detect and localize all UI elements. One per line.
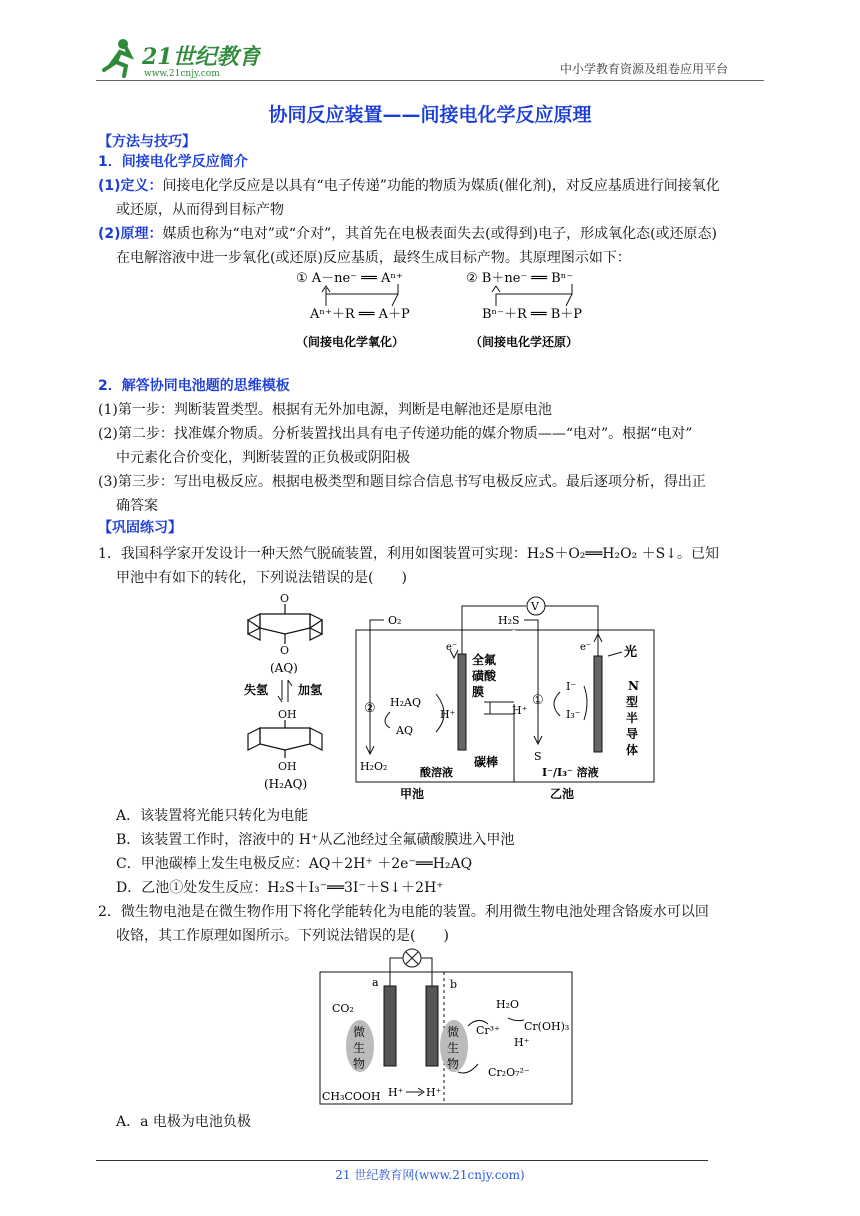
acid-solution-label: 酸溶液 — [420, 766, 453, 779]
gain-hydrogen-label: 加氢 — [298, 683, 323, 697]
svg-text:②: ② — [364, 701, 376, 716]
aq-molecule — [248, 594, 322, 657]
h2o-label: H₂O — [496, 998, 520, 1011]
question-1-option-a: A．该装置将光能只转化为电能 — [116, 808, 309, 824]
svg-text:OH: OH — [278, 708, 297, 721]
logo-text: 21世纪教育 — [142, 44, 261, 70]
question-1-line-1: 1．我国科学家开发设计一种天然气脱硫装置，利用如图装置可实现：H₂S＋O₂══H₂O₂ ＋S↓。已知 — [98, 546, 719, 562]
h2s-label: H₂S — [498, 614, 520, 627]
co2-label: CO₂ — [332, 1002, 354, 1015]
n-type-semiconductor — [594, 656, 602, 752]
svg-text:b: b — [450, 978, 458, 991]
cr2o7-label: Cr₂O₇²⁻ — [488, 1066, 530, 1079]
carbon-rod — [458, 654, 466, 750]
oxidation-bottom-equation: Aⁿ⁺＋R ══ A＋P — [310, 307, 410, 322]
oxidation-caption: （间接电化学氧化） — [296, 335, 405, 349]
carbon-rod-label: 碳棒 — [474, 755, 499, 769]
oxidation-top-equation: ① A－ne⁻ ══ Aⁿ⁺ — [296, 271, 403, 286]
svg-text:生: 生 — [447, 1041, 460, 1055]
question-1-option-c: C．甲池碳棒上发生电极反应：AQ＋2H⁺ ＋2e⁻══H₂AQ — [116, 856, 473, 872]
question-2-line-1: 2．微生物电池是在微生物作用下将化学能转化为电能的装置。利用微生物电池处理含铬废水可以回 — [98, 904, 709, 920]
runner-icon — [104, 39, 130, 76]
question-1-option-d: D．乙池①处发生反应：H₂S＋I₃⁻══3I⁻＋S↓＋2H⁺ — [116, 880, 444, 896]
svg-text:①: ① — [532, 693, 544, 708]
svg-text:物: 物 — [447, 1057, 460, 1071]
question-1-option-b: B．该装置工作时，溶液中的 H⁺从乙池经过全氟磺酸膜进入甲池 — [116, 832, 515, 848]
svg-text:H⁺: H⁺ — [514, 1036, 530, 1049]
svg-text:磺酸: 磺酸 — [472, 669, 497, 683]
electrode-a — [384, 986, 396, 1066]
h2o2-label: H₂O₂ — [360, 760, 388, 773]
figure-1-device — [240, 594, 660, 804]
footer-text: 21 世纪教育网(www.21cnjy.com) — [335, 1168, 525, 1182]
step-3-line-2: 确答案 — [116, 498, 158, 514]
iodide-solution-label: I⁻/I₃⁻ 溶液 — [542, 766, 599, 779]
principle-line-1 — [98, 222, 717, 246]
pool-yi-label: 乙池 — [550, 787, 575, 801]
reduction-caption: （间接电化学还原） — [470, 335, 579, 349]
header-divider — [96, 80, 764, 81]
principle-line-2: 在电解溶液中进一步氧化(或还原)反应基质，最终生成目标产物。其原理图示如下： — [116, 250, 631, 266]
svg-text:半: 半 — [626, 711, 639, 725]
question-1-line-2: 甲池中有如下的转化，下列说法错误的是( ) — [116, 570, 407, 586]
svg-text:H⁺: H⁺ — [388, 1086, 404, 1099]
section-2-title: 2．解答协同电池题的思维模板 — [98, 378, 290, 394]
svg-text:V: V — [531, 600, 539, 613]
svg-text:I₃⁻: I₃⁻ — [566, 708, 581, 721]
electrode-b — [426, 986, 438, 1066]
aq-label: (AQ) — [270, 661, 298, 675]
question-2-line-2: 收铬，其工作原理如图所示。下列说法错误的是( ) — [116, 928, 449, 944]
svg-text:生: 生 — [353, 1041, 366, 1055]
definition-label: (1)定义： — [98, 178, 163, 194]
definition-text: 间接电化学反应是以具有“电子传递”功能的物质为媒质(催化剂)，对反应基质进行间接氧化 — [162, 178, 720, 194]
pool-jia-label: 甲池 — [400, 787, 425, 801]
reduction-bottom-equation: Bⁿ⁻＋R ══ B＋P — [482, 307, 583, 322]
svg-text:a: a — [372, 976, 379, 989]
header-platform-text: 中小学教育资源及组卷应用平台 — [560, 62, 729, 76]
principle-label: (2)原理： — [98, 226, 163, 242]
svg-text:e⁻: e⁻ — [580, 642, 592, 653]
definition-line-1 — [98, 174, 720, 198]
svg-text:H⁺: H⁺ — [440, 708, 456, 721]
svg-text:型: 型 — [626, 695, 639, 709]
o2-label: O₂ — [388, 614, 402, 627]
svg-text:AQ: AQ — [396, 724, 413, 737]
ch3cooh-label: CH₃COOH — [322, 1090, 381, 1103]
figure-2-microbial-cell — [318, 946, 578, 1108]
svg-text:O: O — [280, 594, 290, 605]
definition-line-2: 或还原，从而得到目标产物 — [116, 202, 284, 218]
svg-text:e⁻: e⁻ — [446, 642, 458, 653]
croh3-label: Cr(OH)₃ — [524, 1020, 570, 1033]
svg-text:物: 物 — [353, 1057, 366, 1071]
svg-text:H⁺: H⁺ — [512, 704, 528, 717]
lose-hydrogen-label: 失氢 — [244, 683, 269, 697]
step-2-line-2: 中元素化合价变化，判断装置的正负极或阴阳极 — [116, 450, 410, 466]
svg-text:H⁺: H⁺ — [426, 1086, 442, 1099]
svg-text:OH: OH — [278, 760, 297, 773]
h2aq-molecule — [248, 708, 322, 773]
h2aq-label: (H₂AQ) — [264, 777, 308, 791]
mechanism-scheme — [290, 266, 610, 356]
logo-url: www.21cnjy.com — [144, 69, 220, 79]
footer-divider — [96, 1160, 708, 1161]
question-2-option-a: A．a 电极为电池负极 — [116, 1114, 251, 1130]
page-title: 协同反应装置——间接电化学反应原理 — [268, 104, 592, 126]
step-1: (1)第一步：判断装置类型。根据有无外加电源，判断是电解池还是原电池 — [98, 402, 552, 418]
svg-text:全氟: 全氟 — [472, 653, 497, 667]
principle-text: 媒质也称为“电对”或“介对”，其首先在电极表面失去(或得到)电子，形成氧化态(或还原态) — [162, 226, 718, 242]
site-logo — [96, 36, 261, 80]
step-2-line-1: (2)第二步：找准媒介物质。分析装置找出具有电子传递功能的媒介物质——“电对”。根据“电对” — [98, 426, 693, 442]
svg-text:O: O — [280, 644, 290, 657]
svg-text:微: 微 — [447, 1025, 460, 1039]
reduction-top-equation: ② B＋ne⁻ ══ Bⁿ⁻ — [466, 271, 574, 286]
section-1-title: 1．间接电化学反应简介 — [98, 154, 248, 170]
svg-text:微: 微 — [353, 1025, 366, 1039]
step-3-line-1: (3)第三步：写出电极反应。根据电极类型和题目综合信息书写电极反应式。最后逐项分析，得出正 — [98, 474, 706, 490]
light-label: 光 — [624, 645, 638, 660]
sulfur-label: S — [534, 750, 542, 763]
svg-text:导: 导 — [626, 727, 639, 741]
svg-text:I⁻: I⁻ — [566, 680, 577, 693]
practice-heading: 【巩固练习】 — [98, 520, 182, 536]
cr3-label: Cr³⁺ — [476, 1024, 500, 1037]
svg-text:体: 体 — [626, 743, 639, 757]
svg-text:膜: 膜 — [472, 685, 485, 699]
svg-text:N: N — [628, 679, 639, 693]
svg-text:H₂AQ: H₂AQ — [390, 696, 421, 709]
method-heading: 【方法与技巧】 — [98, 134, 196, 150]
